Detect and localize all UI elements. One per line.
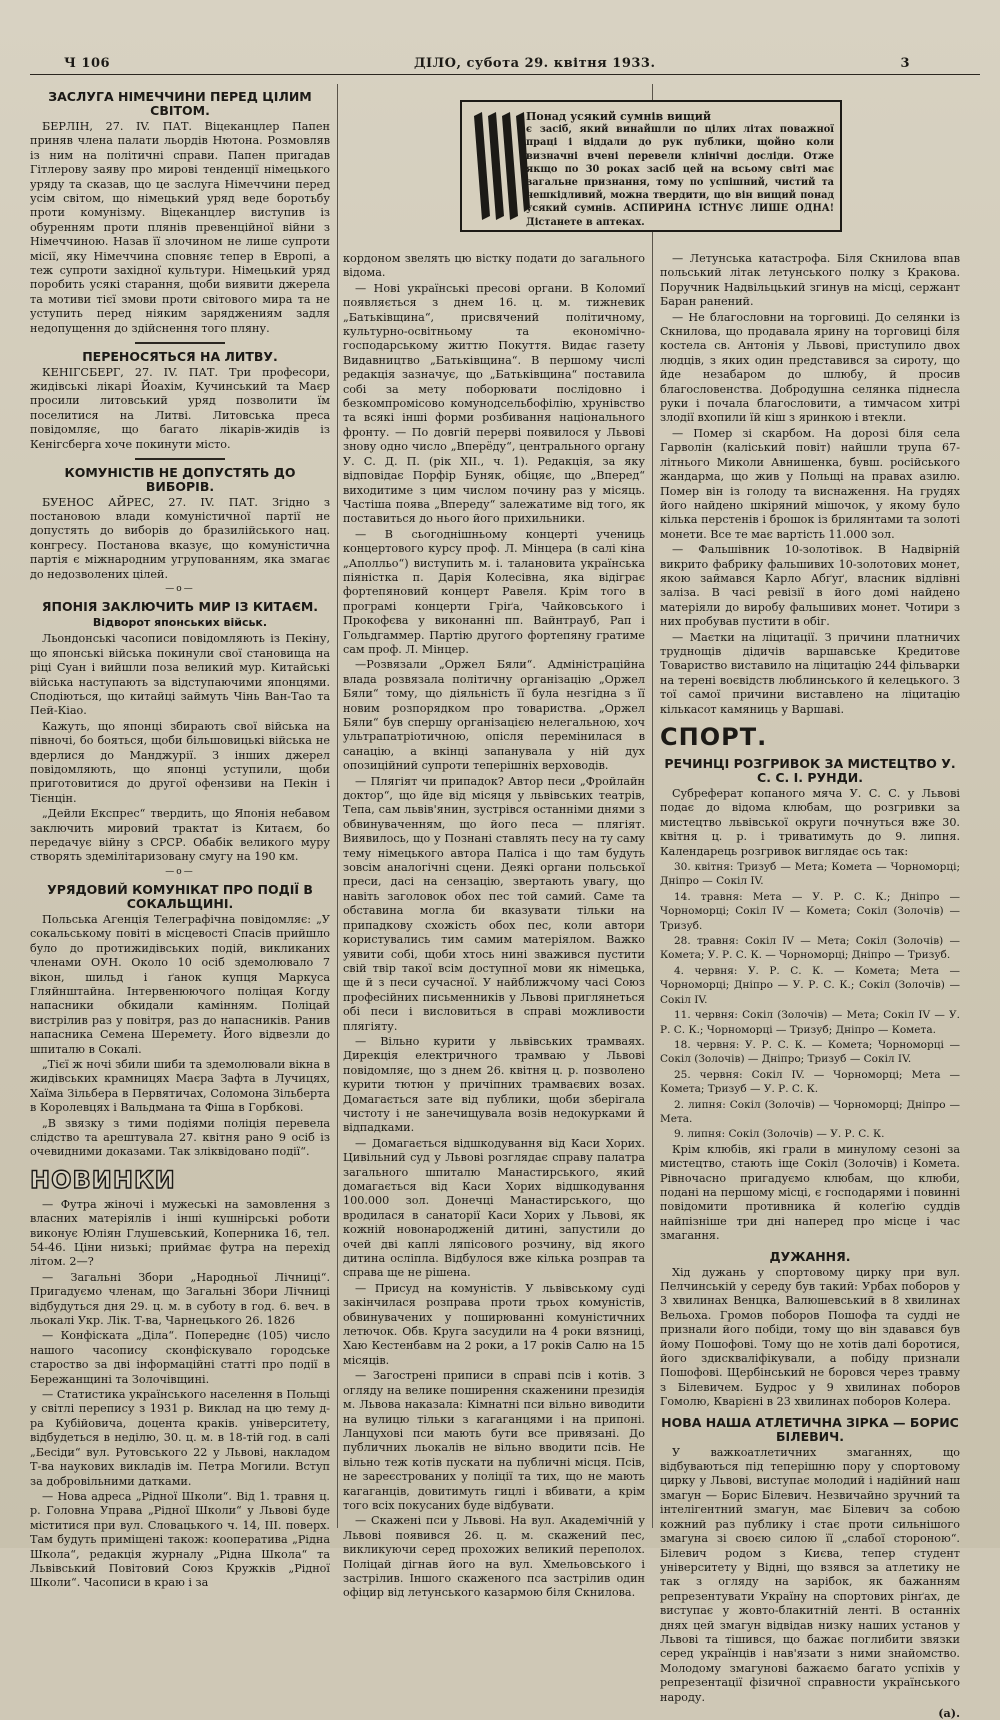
article-title: РЕЧИНЦІ РОЗГРИВОК ЗА МИСТЕЦТВО У. С. С. І. РУНДИ. <box>664 756 956 785</box>
schedule-row: 14. травня: Мета — У. Р. С. К.; Дніпро — Чорноморці; Сокіл IV — Комета; Сокіл (Золочів) — Тризуб. <box>660 890 960 932</box>
news-item: —Розвязали „Оржел Бяли“. Адміністраційна влада розвязала політичну організацію „Оржел Бяли“ тому, що діяльність її була незгідна з її новим розпорядком про товариства. „Оржел Бяли“ був спершу організацією нелегальною, хоч ультрапатріотичною, опісля перемінилася в санацію, а вкінці запанувала у ній дух опозиційний супроти теперішніх верховодів. <box>343 658 645 773</box>
divider <box>135 458 225 460</box>
news-item: — Загострені приписи в справі псів і котів. З огляду на велике поширення скаженини президія м. Львова наказала: Кімнатні пси вільно виводити на вулицю тільки з кагаганцями і на припоні. Ланцухові пси мають бути все привязані. До публичних льокалів не вільно вводити псів. Не вільно теж котів пускати на публичні місця. Псів, не зареєстрованих у поліції та тих, що не мають кагаганців, довитимуть гицлі і вбивати, а крім того всіх покусаних буде відбувати. <box>343 1369 645 1512</box>
news-item: — Присуд на комуністів. У львівському суді закінчилася розправа проти трьох комуністів, обвинувачених у поширюванні комуністичних летючок. Обв. Круга засудили на 4 роки вязниці, Хаю Кестенбавм на 2 роки, а 17 років Салю на 15 місяців. <box>343 1281 645 1367</box>
news-item: — Плягіят чи припадок? Автор песи „Фройлайн доктор“, що йде від місяця у львівських театрів, Тепа, сам львів'янин, зустрівся останніми днями з обвинуваченням, що його песа — плягіят. Виявилось, що у Познані ставлять песу на ту саму тему німецького автора Паліса і що там будуть зовсім аналогічні сцени. Деякі органи польської преси, дасі на сензацію, звертають увагу, що навіть заголовок обох пес той самий. Саме та обставина могла би вказувати тільки на припадкову схожість обох пес, коли автори користувались тим самим матеріялом. Важко уявити собі, щоби хтось нині зважився пустити свій твір такої всім доступної мови як німецька, ще й з песи сучасної. У найближчому часі Союз професійних письменників у Львові приглянеться обі песи і висловиться в справі можливости плягіяту. <box>343 774 645 1033</box>
article-title: УРЯДОВИЙ КОМУНІКАТ ПРО ПОДІЇ В СОКАЛЬЩИНІ. <box>47 881 313 911</box>
section-heading-sport: СПОРТ. <box>660 723 768 751</box>
news-item: — Скажені пси у Львові. На вул. Академічній у Львові появився 26. ц. м. скажений пес, викликуючи серед прохожих великий переполох. Поліцай дігнав його на вул. Хмельовського і застрілив. Іншого скаженого пса застрілив один офіцир від летунського казармою біля Скнилова. <box>343 1514 645 1600</box>
article-text: БЕРЛІН, 27. IV. ПАТ. Віцеканцлер Папен приняв члена палати льордів Нютона. Розмовляв із ним на політичні справи. Папен пригадав Гітлерову заяву про мирові тенденції німецького уряду та сказав, що це заслуга Німеччини перед усім світом, що німецький уряд веде боротьбу проти комунізму. Віцеканцлер виступив із обуренням проти плянів превенційної війни з Німеччиною. Назав її злочином не лише супроти місії, яку Німеччина сповняє тепер в Европі, а теж супроти західної культури. Німецький уряд поробить усякі старання, щоби виявити джерела та мотиви тієї змови проти світового мира та не уступить перед ніяким заряджениям задля недопущення до здійснення того пляну. <box>30 120 330 335</box>
article-text: „Дейли Експрес“ твердить, що Японія небавом заключить мировий трактат із Китаєм, бо передачує війну з СРСР. Обабік великого муру створять здемілітаризовану смугу на 190 км. <box>30 807 330 864</box>
article-text: У важкоатлетичних змаганнях, що відбуваються під теперішню пору у спортовому цирку у Львові, виступає молодий і надійний наш змагун — Борис Білевич. Незвичайно зручний та інтелігентний змагун, має Білевич за собою кожний раз публику і стає проти сильнішого змагуна зі своєю силою її „слабої стороною“. Білевич родом з Києва, тепер студент університету у Відні, що взявся за атлетику не так з огляду на зарібок, як бажанням репрезентувати Україну на спортових рінґах, де виступає у жовто-блакитній ленті. В останніх днях цей змагун відвідав низку наших установ у Львові та тішився, що бажає поглибити звязки серед українців і нав'язати з ними знайомство. Молодому змагунові бажаємо багато успіхів у репрезентації фізичної справности українського народу. <box>660 1445 960 1704</box>
news-item: — Вільно курити у львівських трамваях. Дирекція електричного трамваю у Львові повідомляє, що з днем 26. квітня ц. р. позволено курити тютюн у причіпних трамваєвих возах. Домагається зате від публики, щоби зберігала чистоту і не занечищувала возів недокурками й відпадками. <box>343 1034 645 1135</box>
column-2-body <box>343 252 645 1601</box>
schedule-row: 2. липня: Сокіл (Золочів) — Чорноморці; Дніпро — Мета. <box>660 1098 960 1125</box>
news-item: — Летунська катастрофа. Біля Скнилова впав польський літак летунського полку з Кракова. Поручник Надвільцький згинув на місці, сержант Баран ранений. <box>660 252 960 309</box>
column-3 <box>660 84 960 1720</box>
page-folio: 3 <box>900 56 910 71</box>
schedule-row: 11. червня: Сокіл (Золочів) — Мета; Сокіл IV — У. Р. С. К.; Чорноморці — Тризуб; Дніпро — Комета. <box>660 1009 960 1036</box>
ornament-divider: —o— <box>165 866 195 877</box>
article-text: Кажуть, що японці збирають свої війська на півночі, бо бояться, щоби більшовицькі війська не вдерлися до Манджурії. З інших джерел повідомляють, що японці уступили, щоби приготовитися до другої офензиви на Пекін і Тієнцін. <box>30 719 330 805</box>
article-text: Польська Агенція Телеграфічна повідомляє: „У сокальському повіті в місцевості Спасів прийшло було до протижидівських подій, викликаних членами ОУН. Около 10 осіб здемолювало 7 вікон, шильд і ґанок купця Маркуса Гляйнштайна. Інтервенюючого поліцая Когду напасники обкидали камінням. Поліцай вистрілив раз у повітря, раз до напасників. Ранив напасника Семена Шеремету. Його відвезли до шпиталю в Сокалі. <box>30 912 330 1056</box>
news-item: — Маєтки на ліцитації. З причини платничих труднощів дідичів варшавське Кредитове Товариство виставило на ліцитацію 244 фільварки на терені воєвідств люблинського й келецького. З тої самої причини виставлено на ліцитацію кількасот камяниць у Варшаві. <box>660 630 960 716</box>
match-schedule <box>660 860 960 1142</box>
article-text: „В звязку з тими подіями поліція перевела слідство та арештувала 27. квітня рано 9 осіб із очевидними доказами. Так зліквідовано події“. <box>30 1116 330 1159</box>
news-item: — Статистика українського населення в Польщі у світлі перепису з 1931 р. Виклад на цю тему д-ра Кубійовича, доцента краків. університету, відбудеться в неділю, 30. ц. м. в 18-тій год. в салі „Бесіди“ вул. Рутовського 22 у Львові, накладом Т-ва наукових викладів ім. Петра Могили. Вступ за добровільними датками. <box>30 1388 330 1488</box>
news-item: — Конфіската „Діла“. Попереднє (105) число нашого часопису сконфіскувало городське староство за дві інформаційні статті про події в Бережанщині та Золочівщині. <box>30 1329 330 1386</box>
masthead <box>30 54 980 75</box>
article-title: ЗАСЛУГА НІМЕЧЧИНИ ПЕРЕД ЦІЛИМ СВІТОМ. <box>48 89 312 118</box>
article-title: ЯПОНІЯ ЗАКЛЮЧИТЬ МИР ІЗ КИТАЄМ. <box>41 598 319 614</box>
column-rule <box>652 84 653 1528</box>
article-text: Льондонські часописи повідомляють із Пекіну, що японські війська покинули свої становища на ріці Суан і вийшли поза великий мур. Китайські війська наступають за відступаючими японцями. Сподіються, що китайці займуть Чінь Ван-Тао та Пей-Кіао. <box>30 632 330 718</box>
article-title: ДУЖАННЯ. <box>769 1248 851 1264</box>
article-text: кордоном звелять цю вістку подати до загального відома. <box>343 252 645 280</box>
ad-body: є засіб, який винайшли по цілих літах поважної праці і віддали до рук публики, щойно коли визначні вчені перевели клінічні досліди. Отже якщо по 30 роках засіб цей на всьому світі має загальне признання, тому по успішний, чистий та нешкідливий, можна твердити, що він вищий понад усякий сумнів. АСПИРИНА ІСТНУЄ ЛИШЕ ОДНА! Дістанете в аптеках. <box>526 124 834 228</box>
author-signature: (а). <box>938 1705 960 1720</box>
article-text: Хід дужань у спортовому цирку при вул. Пелчинській у середу був такий: Урбах поборов у 3 хвилинах Венцка, Валюшевський в 8 хвилинах Вельоха. Громов поборов Пошофа та судді не признали його побіди, тому що він здавався був йому Пошофові. Тому що не хотів далі боротися, його здискваліфікували, а побіду признали Пошофові. Щербінський не боровся через травму з Білевичем. Будрос у 9 хвилинах поборов Гомолю, Кварієні в 23 хвилинах поборов Колера. <box>660 1265 960 1409</box>
column-rule <box>337 84 338 1528</box>
page-number: Ч 106 <box>64 56 111 71</box>
ad-title: Понад усякий сумнів вищий <box>526 110 712 123</box>
schedule-row: 4. червня: У. Р. С. К. — Комета; Мета — Чорноморці; Дніпро — У. Р. С. К.; Сокіл (Золочів) — Сокіл IV. <box>660 964 960 1006</box>
schedule-row: 18. червня: У. Р. С. К. — Комета; Чорноморці — Сокіл (Золочів) — Дніпро; Тризуб — Сокіл IV. <box>660 1038 960 1066</box>
section-heading-news: НОВИНКИ <box>30 1165 176 1194</box>
news-item: — Загальні Збори „Народньої Лічниці“. Пригадуємо членам, що Загальні Збори Лічниці відбудуться дня 29. ц. м. в суботу в год. 6. веч. в льокалі Укр. Лік. Т-ва, Чарнецького 26. 1826 <box>30 1270 330 1328</box>
column-2 <box>343 84 645 1600</box>
article-text: Субреферат копаного мяча У. С. С. у Львові подає до відома клюбам, що розгривки за мистецтво львівської округи почнуться вже 30. квітня ц. р. і триватимуть до 9. липня. Календарець розгривок виглядає ось так: <box>660 787 960 858</box>
news-item: — Футра жіночі і мужеські на замовлення з власних матеріялів і інші кушнірські роботи виконує Юліян Глушевський, Коперника 16, тел. 54-46. Ціни низькі; приймає футра на перехід літом. 2—? <box>30 1197 330 1269</box>
article-text: БУЕНОС АЙРЕС, 27. IV. ПАТ. Згідно з постановою влади комуністичної партії не допустять до виборів до бразилійського нац. конгресу. Постанова вказує, що комуністична партія є міжнародним угрупованням, яка змагає до недозволених цілей. <box>30 495 330 581</box>
news-item: — Нова адреса „Рідної Школи“. Від 1. травня ц. р. Головна Управа „Рідної Школи“ у Львові буде міститися при вул. Словацького ч. 14, III. поверх. Там будуть приміщені також: кооператива „Рідна Школа“, редакція журналу „Рідна Школа“ та Львівський Повітовий Союз Кружків „Рідної Школи“. Часописи в краю і за <box>30 1489 330 1590</box>
article-title: ПЕРЕНОСЯТЬСЯ НА ЛИТВУ. <box>82 348 278 364</box>
divider <box>135 342 225 344</box>
article-text: Крім клюбів, які грали в минулому сезоні за мистецтво, стають іще Сокіл (Золочів) і Комета. Рівночасно пригадуємо клюбам, що клюби, подані на першому місці, є господарями і повинні повідомити противника й колеґію суддів найпізніше три дні наперед про місце і час змагання. <box>660 1142 960 1243</box>
column-3-body <box>660 252 960 1720</box>
column-1 <box>30 84 330 1590</box>
article-subtitle: Відворот японських військ. <box>92 615 268 629</box>
article-text: КЕНІГСБЕРГ, 27. IV. ПАТ. Три професори, жидівські лікарі Йоахім, Кучинський та Маєр просили литовський уряд позволити їм поселитися на Литві. Литовська преса повідомляє, що багато лікарів-жидів із Кенігсберга хоче покинути місто. <box>30 365 330 451</box>
article-title: КОМУНІСТІВ НЕ ДОПУСТЯТЬ ДО ВИБОРІВ. <box>64 464 296 494</box>
news-item: — В сьогоднішньому концерті учениць концертового курсу проф. Л. Мінцера (в салі кіна „Аполльо“) виступить м. і. талановита українська піяністка п. Дарія Колесівна, яка відіграє фортепяновий концерт Равеля. Крім того в програмі концерти Гріґа, Чайковського і Прокофєва у виконанні пп. Вайнтрауб, Рап і Гольдгаммер. Партію другого фортепяну гратиме сам проф. Л. Мінцер. <box>343 527 645 656</box>
schedule-row: 9. липня: Сокіл (Золочів) — У. Р. С. К. <box>674 1128 885 1141</box>
schedule-row: 25. червня: Сокіл IV. — Чорноморці; Мета — Комета; Тризуб — У. Р. С. К. <box>660 1068 960 1096</box>
news-item: — Нові українські пресові органи. В Коломиї появляється з днем 16. ц. м. тижневик „Батьківщина“, присвячений політичному, культурно-освітньому та економічно-господарському життю Покуття. Видає газету Видавництво „Батьківщина“. В першому числі редакція зазначує, що „Батьківщина“ поставила собі за мету поборювати послідовно і безкомпромісово комунодсельбофілію, хрунівство та всякі інші форми розбивання національного фронту. — По довгій перерві появилося у Львові знову одно число „Вперёду“, центрального органу У. С. Д. П. (рік XII., ч. 1). Редакція, за яку відповідає Порфір Буняк, обіцяє, що „Вперед“ виходитиме з цим числом почину раз у місяць. Частіша поява „Впереду“ залежатиме від того, як поставиться до нього його прихильники. <box>343 281 645 526</box>
news-item: — Домагається відшкодування від Каси Хорих. Цивільний суд у Львові розглядає справу палатра загального шпиталю Манастирського, який домагається від Каси Хорих відшкодування 100.000 зол. Донечці Манастирського, що вродилася в санаторії Каси Хорих у Львові, як кожній новонародженій дитині, запустили до очей дві каплі ляпісового розчину, від якого дитина осліпла. Відбулося вже кілька розправ та справа ще не рішена. <box>343 1136 645 1280</box>
article-text: „Тієї ж ночі збили шиби та здемолювали вікна в жидівських крамницях Маєра Зафта в Лучицях, Хаїма Зільбера в Первятичах, Соломона Зільберта в Королевцях і Вальдмана та Фіша в Горбкові. <box>30 1057 330 1115</box>
news-item: — Не благословни на торговиці. До селянки із Скнилова, що продавала ярину на торговиці біля костела св. Антонія у Львові, приступило двох людців, з яких один представився за сироту, що йде незабаром до шлюбу, й просив благословенства. Добродушна селянка піднесла руки і почала благословити, а тимчасом хитрі злодії вхопили їй кіш з яринкою і втекли. <box>660 310 960 425</box>
article-title: НОВА НАША АТЛЕТИЧНА ЗІРКА — БОРИС БІЛЕВИЧ. <box>661 1414 959 1444</box>
schedule-row: 28. травня: Сокіл IV — Мета; Сокіл (Золочів) — Комета; У. Р. С. К. — Чорноморці; Дніпро — Тризуб. <box>660 935 960 962</box>
newspaper-dateline: ДІЛО, субота 29. квітня 1933. <box>414 56 656 71</box>
ornament-divider: —o— <box>165 583 195 594</box>
news-item: — Фальшівник 10-золотівок. В Надвірній викрито фабрику фальшивих 10-золотових монет, якою займався Карло Абґуґ, власник відлівні заліза. В часі ревізії в його домі найдено матеріяли до виробу фальшивих монет. Чотири з них пробував пустити в обіг. <box>660 543 960 629</box>
news-item: — Помер зі скарбом. На дорозі біля села Гарволін (каліський повіт) найшли трупа 67-літнього Миколи Авнишенка, бувш. російського жандарма, що жив у Польщі на правах азилю. Помер він із голоду та виснаження. На грудях його найдено шкіряний мішочок, у якому було кілька перстенів і брошок із брилянтами та золоті монети. Все те має вартість 11.000 зол. <box>660 426 960 541</box>
schedule-row: 30. квітня: Тризуб — Мета; Комета — Чорноморці; Дніпро — Сокіл IV. <box>660 861 960 888</box>
